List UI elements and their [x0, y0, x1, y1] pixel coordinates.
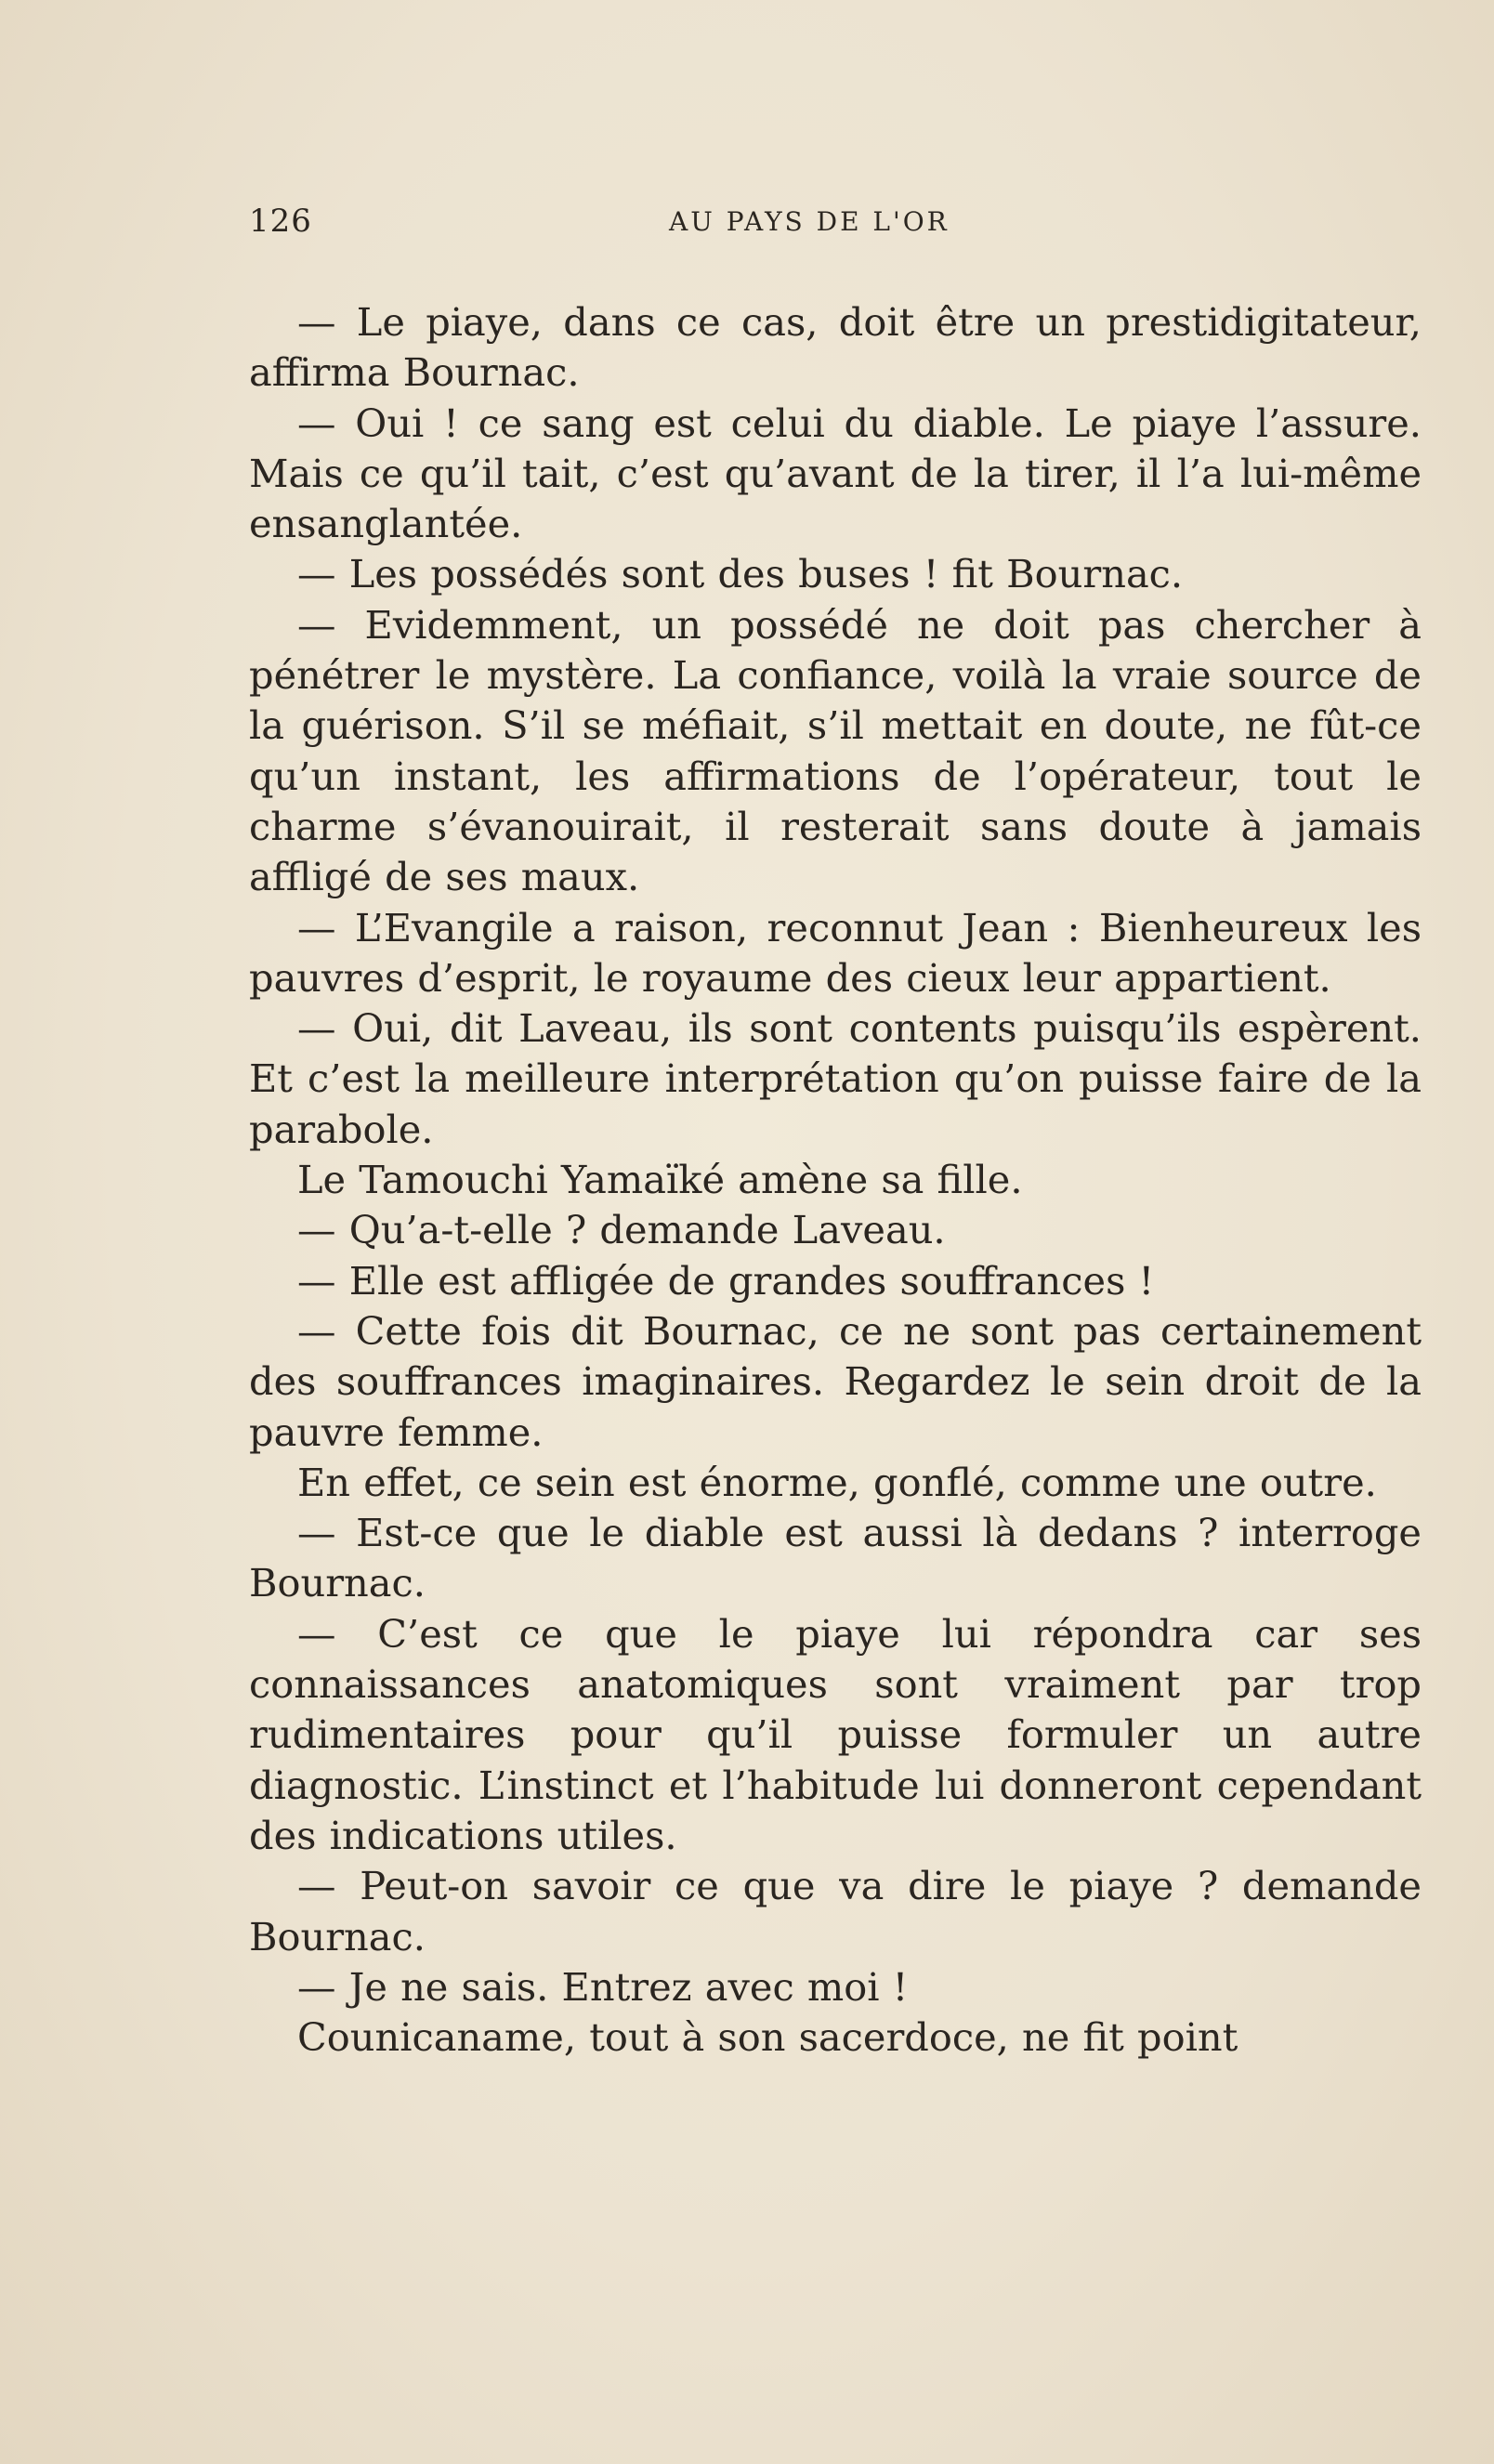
paragraph: — Les possédés sont des buses ! fit Bournac. [297, 551, 1184, 597]
page-header [249, 203, 1420, 249]
paragraph: — Peut-on savoir ce que va dire le piaye ? demande Bournac. [249, 1863, 1422, 1959]
paragraph: — Qu’a-t-elle ? demande Laveau. [297, 1207, 946, 1253]
paragraph: — Est-ce que le diable est aussi là dedans ? interroge Bournac. [249, 1510, 1422, 1606]
paragraph: — Elle est affligée de grandes souffrances ! [297, 1257, 1155, 1304]
paragraph: — L’Evangile a raison, reconnut Jean : Bienheureux les pauvres d’esprit, le royaume des cieux leur appartient. [249, 904, 1422, 1001]
paragraph: — Oui ! ce sang est celui du diable. Le piaye l’assure. Mais ce qu’il tait, c’est qu’avant de la tirer, il l’a lui-même ensanglantée. [249, 400, 1422, 547]
paragraph: — Cette fois dit Bournac, ce ne sont pas certainement des souffrances imaginaires. Regardez le sein droit de la pauvre femme. [249, 1307, 1422, 1455]
paragraph: Counicaname, tout à son sacerdoce, ne fit point [297, 2014, 1238, 2061]
paragraph: En effet, ce sein est énorme, gonflé, comme une outre. [297, 1459, 1377, 1505]
running-title: AU PAYS DE L'OR [669, 206, 950, 237]
paragraph: — C’est ce que le piaye lui répondra car ses connaissances anatomiques sont vraiment par trop rudimentaires pour qu’il puisse formuler un autre diagnostic. L’instinct et l’habitude lui donneront cependant des indications utiles. [249, 1610, 1422, 1858]
paragraph: — Evidemment, un possédé ne doit pas chercher à pénétrer le mystère. La confiance, voilà la vraie source de la guérison. S’il se méfiait, s’il mettait en doute, ne fût-ce qu’un instant, les affirmations de l’opérateur, tout le charme s’évanouirait, il resterait sans doute à jamais affligé de ses maux. [249, 601, 1422, 900]
paragraph: Le Tamouchi Yamaïké amène sa fille. [297, 1157, 1023, 1203]
page-number: 126 [249, 203, 312, 240]
paragraph: — Le piaye, dans ce cas, doit être un prestidigitateur, affirma Bournac. [249, 299, 1422, 396]
paragraph: — Oui, dit Laveau, ils sont contents puisqu’ils espèrent. Et c’est la meilleure interprétation qu’on puisse faire de la parabole. [249, 1005, 1422, 1152]
body-text [249, 297, 1422, 2063]
paragraph: — Je ne sais. Entrez avec moi ! [297, 1963, 909, 2010]
